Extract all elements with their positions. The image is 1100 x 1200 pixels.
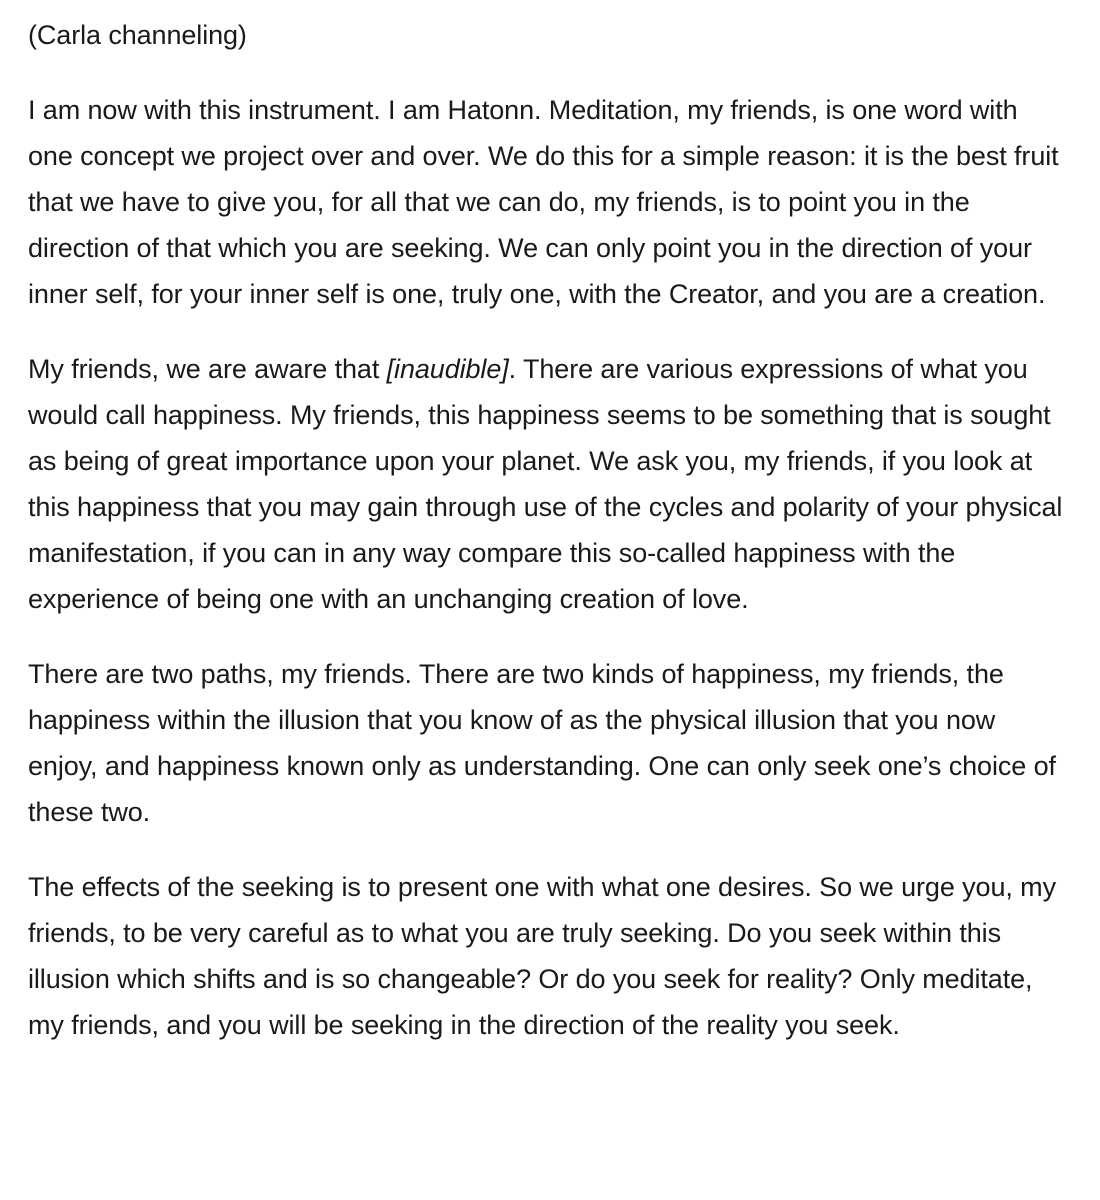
speaker-note: (Carla channeling) bbox=[28, 20, 247, 50]
paragraph-3: There are two paths, my friends. There are two kinds of happiness, my friends, the happiness within the illusion that you know of as the physical illusion that you now enjoy, and happiness known only as understanding. One can only seek one’s choice of these two. bbox=[28, 659, 1056, 827]
inaudible-marker: [inaudible] bbox=[386, 354, 509, 384]
paragraph-2 bbox=[28, 346, 1068, 622]
paragraph-2-after: . There are various expressions of what you would call happiness. My friends, this happiness seems to be something that is sought as being of great importance upon your planet. We ask you, my friends, if you look at this happiness that you may gain through use of the cycles and polarity of your physical manifestation, if you can in any way compare this so-called happiness with the experience of being one with an unchanging creation of love. bbox=[28, 354, 1063, 614]
paragraph-1: I am now with this instrument. I am Hatonn. Meditation, my friends, is one word with one concept we project over and over. We do this for a simple reason: it is the best fruit that we have to give you, for all that we can do, my friends, is to point you in the direction of that which you are seeking. We can only point you in the direction of your inner self, for your inner self is one, truly one, with the Creator, and you are a creation. bbox=[28, 95, 1059, 309]
paragraph-4: The effects of the seeking is to present one with what one desires. So we urge you, my friends, to be very careful as to what you are truly seeking. Do you seek within this illusion which shifts and is so changeable? Or do you seek for reality? Only meditate, my friends, and you will be seeking in the direction of the reality you seek. bbox=[28, 872, 1056, 1040]
paragraph-2-before: My friends, we are aware that bbox=[28, 354, 387, 384]
transcript-page bbox=[28, 12, 1068, 1048]
